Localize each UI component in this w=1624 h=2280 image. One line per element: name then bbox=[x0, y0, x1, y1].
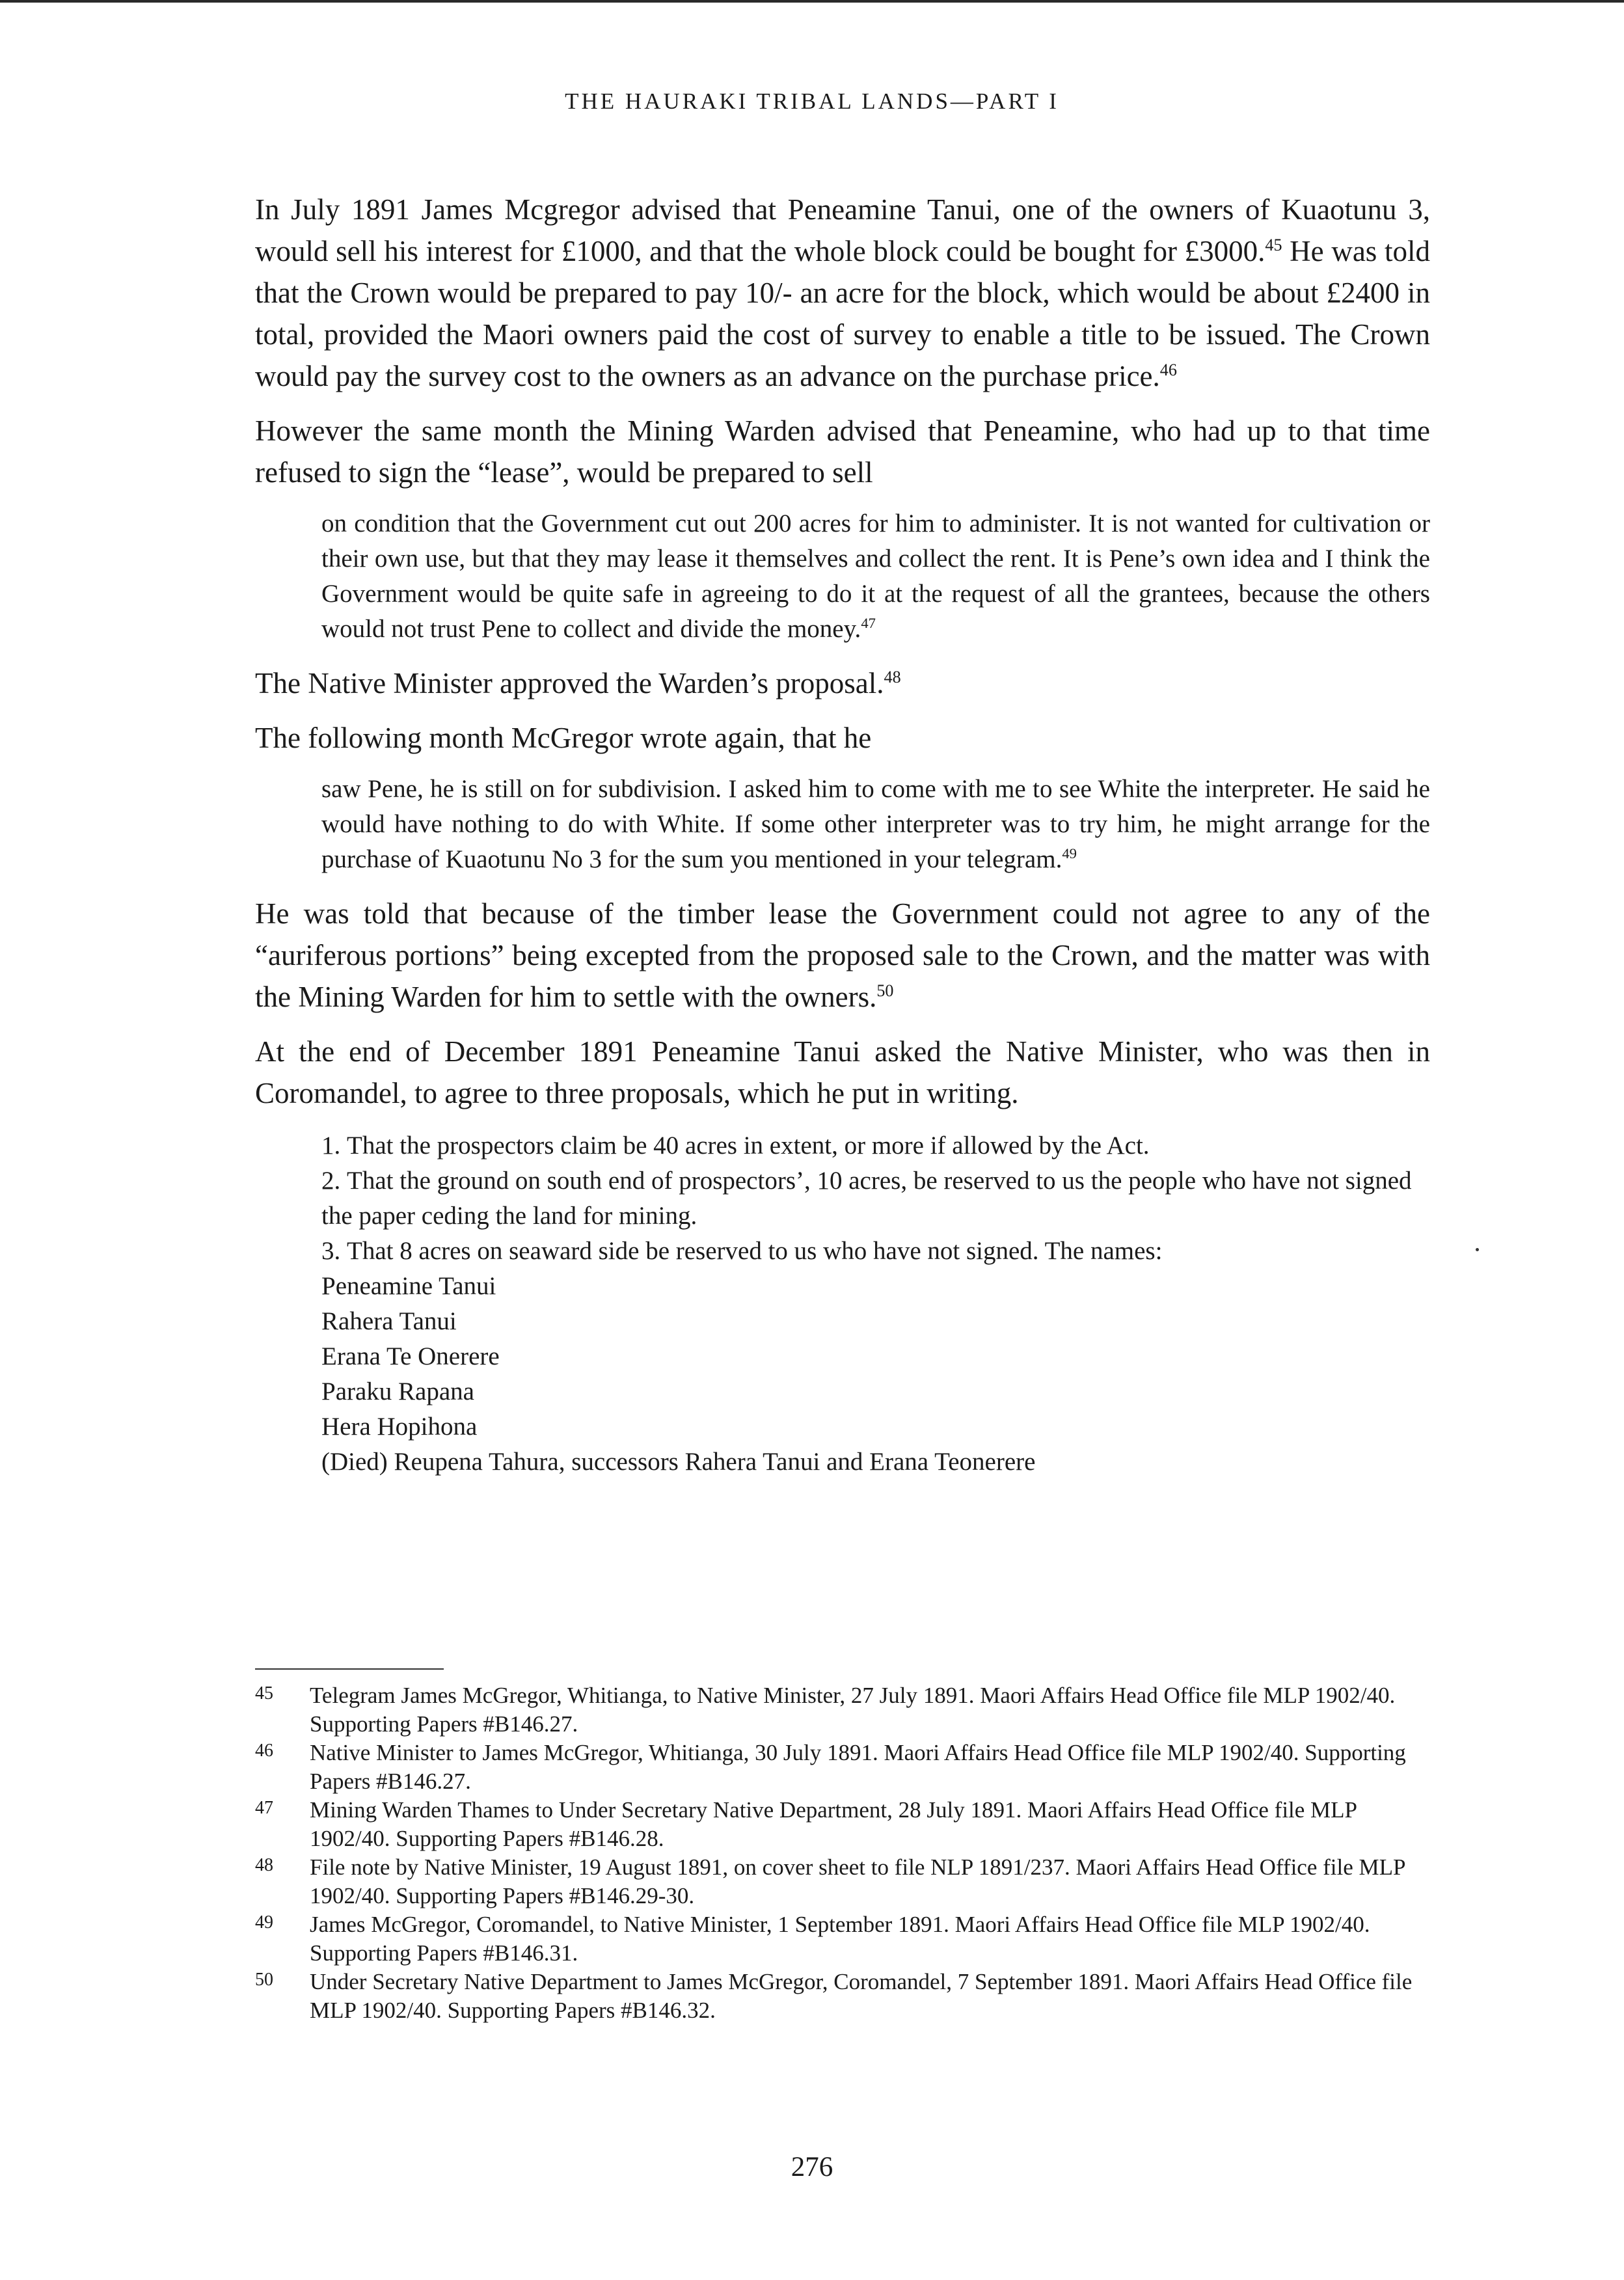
paragraph-1 bbox=[255, 189, 1430, 397]
signatory-name: Hera Hopihona bbox=[321, 1413, 478, 1441]
page-top-edge bbox=[0, 0, 1624, 3]
footnote-50 bbox=[255, 1968, 1430, 2025]
footnote-47 bbox=[255, 1796, 1430, 1853]
footnote-ref-48[interactable]: 48 bbox=[884, 668, 901, 686]
footnote-48 bbox=[255, 1853, 1430, 1910]
footnote-number: 47 bbox=[255, 1798, 273, 1818]
paragraph-4 bbox=[255, 717, 1430, 759]
paragraph-6 bbox=[255, 1031, 1430, 1114]
paragraph-1-text-a: In July 1891 James Mcgregor advised that Peneamine Tanui, one of the owners of Kuaotunu 3, would sell his interest for £1000, and that the whole block could be bought for £3000. bbox=[255, 193, 1430, 267]
footnote-ref-50[interactable]: 50 bbox=[876, 981, 894, 1000]
list-item-text: That 8 acres on seaward side be reserved to us who have not signed. The names: bbox=[347, 1237, 1163, 1265]
paragraph-2-text: However the same month the Mining Warden advised that Peneamine, who had up to that time refused to sign the “lease”, would be prepared to sell bbox=[255, 414, 1430, 489]
proposals-list bbox=[255, 1128, 1430, 1480]
list-item-number: 1. bbox=[321, 1132, 341, 1160]
paragraph-2 bbox=[255, 410, 1430, 493]
footnote-text: Mining Warden Thames to Under Secretary Native Department, 28 July 1891. Maori Affairs Head Office file MLP 1902/40. Supporting Papers #B146.28. bbox=[310, 1797, 1357, 1851]
list-item-number: 3. bbox=[321, 1237, 341, 1265]
paragraph-3 bbox=[255, 662, 1430, 704]
footnote-text: Telegram James McGregor, Whitianga, to Native Minister, 27 July 1891. Maori Affairs Head Office file MLP 1902/40. Supporting Papers #B146.27. bbox=[310, 1683, 1396, 1737]
signatory-name: (Died) Reupena Tahura, successors Rahera Tanui and Erana Teonerere bbox=[321, 1448, 1036, 1476]
paragraph-4-text: The following month McGregor wrote again, that he bbox=[255, 722, 872, 754]
body-text bbox=[255, 189, 1430, 1480]
footnote-number: 48 bbox=[255, 1855, 273, 1875]
block-quote-1-text: on condition that the Government cut out 200 acres for him to administer. It is not wanted for cultivation or their own use, but that they may lease it themselves and collect the rent. It is Pene’s own idea and I think the Government would be quite safe in agreeing to do it at the request of all the grantees, because the others would not trust Pene to collect and divide the money. bbox=[321, 509, 1430, 643]
signatory-name: Rahera Tanui bbox=[321, 1307, 457, 1335]
signatory-name: Paraku Rapana bbox=[321, 1378, 474, 1405]
running-head: THE HAURAKI TRIBAL LANDS—PART I bbox=[565, 88, 1059, 114]
paragraph-6-text: At the end of December 1891 Peneamine Tanui asked the Native Minister, who was then in Coromandel, to agree to three proposals, which he put in writing. bbox=[255, 1035, 1430, 1109]
footnote-text: James McGregor, Coromandel, to Native Minister, 1 September 1891. Maori Affairs Head Office file MLP 1902/40. Supporting Papers #B146.31. bbox=[310, 1912, 1370, 1966]
block-quote-2 bbox=[255, 772, 1430, 877]
footnote-text: Native Minister to James McGregor, Whitianga, 30 July 1891. Maori Affairs Head Office file MLP 1902/40. Supporting Papers #B146.27. bbox=[310, 1740, 1406, 1794]
footnote-ref-46[interactable]: 46 bbox=[1159, 360, 1177, 379]
list-item bbox=[321, 1163, 1430, 1234]
footnotes bbox=[255, 1681, 1430, 2025]
list-item-text: That the ground on south end of prospectors’, 10 acres, be reserved to us the people who have not signed the paper ceding the land for mining. bbox=[321, 1167, 1412, 1230]
list-item-text: That the prospectors claim be 40 acres in extent, or more if allowed by the Act. bbox=[347, 1132, 1150, 1160]
signatory-name: Peneamine Tanui bbox=[321, 1272, 496, 1300]
footnote-45 bbox=[255, 1681, 1430, 1739]
list-item bbox=[321, 1234, 1430, 1269]
footnote-46 bbox=[255, 1739, 1430, 1796]
footnote-number: 50 bbox=[255, 1970, 273, 1990]
footnote-text: File note by Native Minister, 19 August 1891, on cover sheet to file NLP 1891/237. Maori Affairs Head Office file MLP 1902/40. Supporting Papers #B146.29-30. bbox=[310, 1854, 1405, 1908]
block-quote-1 bbox=[255, 506, 1430, 647]
page-number: 276 bbox=[791, 2152, 833, 2182]
list-item bbox=[321, 1128, 1430, 1163]
signatory-name: Erana Te Onerere bbox=[321, 1342, 500, 1370]
footnote-number: 49 bbox=[255, 1912, 273, 1933]
footnote-49 bbox=[255, 1910, 1430, 1968]
paragraph-5 bbox=[255, 893, 1430, 1018]
footnote-text: Under Secretary Native Department to James McGregor, Coromandel, 7 September 1891. Maori Affairs Head Office file MLP 1902/40. Supporting Papers #B146.32. bbox=[310, 1969, 1413, 2023]
footnote-ref-49[interactable]: 49 bbox=[1062, 845, 1077, 862]
footnote-separator bbox=[255, 1668, 444, 1670]
scan-speck bbox=[1476, 1248, 1479, 1251]
paragraph-3-text: The Native Minister approved the Warden’s proposal. bbox=[255, 667, 884, 699]
footnote-number: 45 bbox=[255, 1683, 273, 1703]
list-item-number: 2. bbox=[321, 1167, 341, 1195]
footnote-ref-47[interactable]: 47 bbox=[861, 615, 876, 631]
paragraph-5-text: He was told that because of the timber lease the Government could not agree to any of the “auriferous portions” being excepted from the proposed sale to the Crown, and the matter was with the Mining Warden for him to settle with the owners. bbox=[255, 897, 1430, 1013]
footnote-ref-45[interactable]: 45 bbox=[1265, 236, 1282, 254]
paragraph-1-text-b: He was told that the Crown would be prepared to pay 10/- an acre for the block, which would be about £2400 in total, provided the Maori owners paid the cost of survey to enable a title to be issued. The Crown would pay the survey cost to the owners as an advance on the purchase price. bbox=[255, 235, 1430, 392]
footnote-number: 46 bbox=[255, 1741, 273, 1761]
block-quote-2-text: saw Pene, he is still on for subdivision. I asked him to come with me to see White the interpreter. He said he would have nothing to do with White. If some other interpreter was to try him, he might arrange for the purchase of Kuaotunu No 3 for the sum you mentioned in your telegram. bbox=[321, 775, 1430, 873]
